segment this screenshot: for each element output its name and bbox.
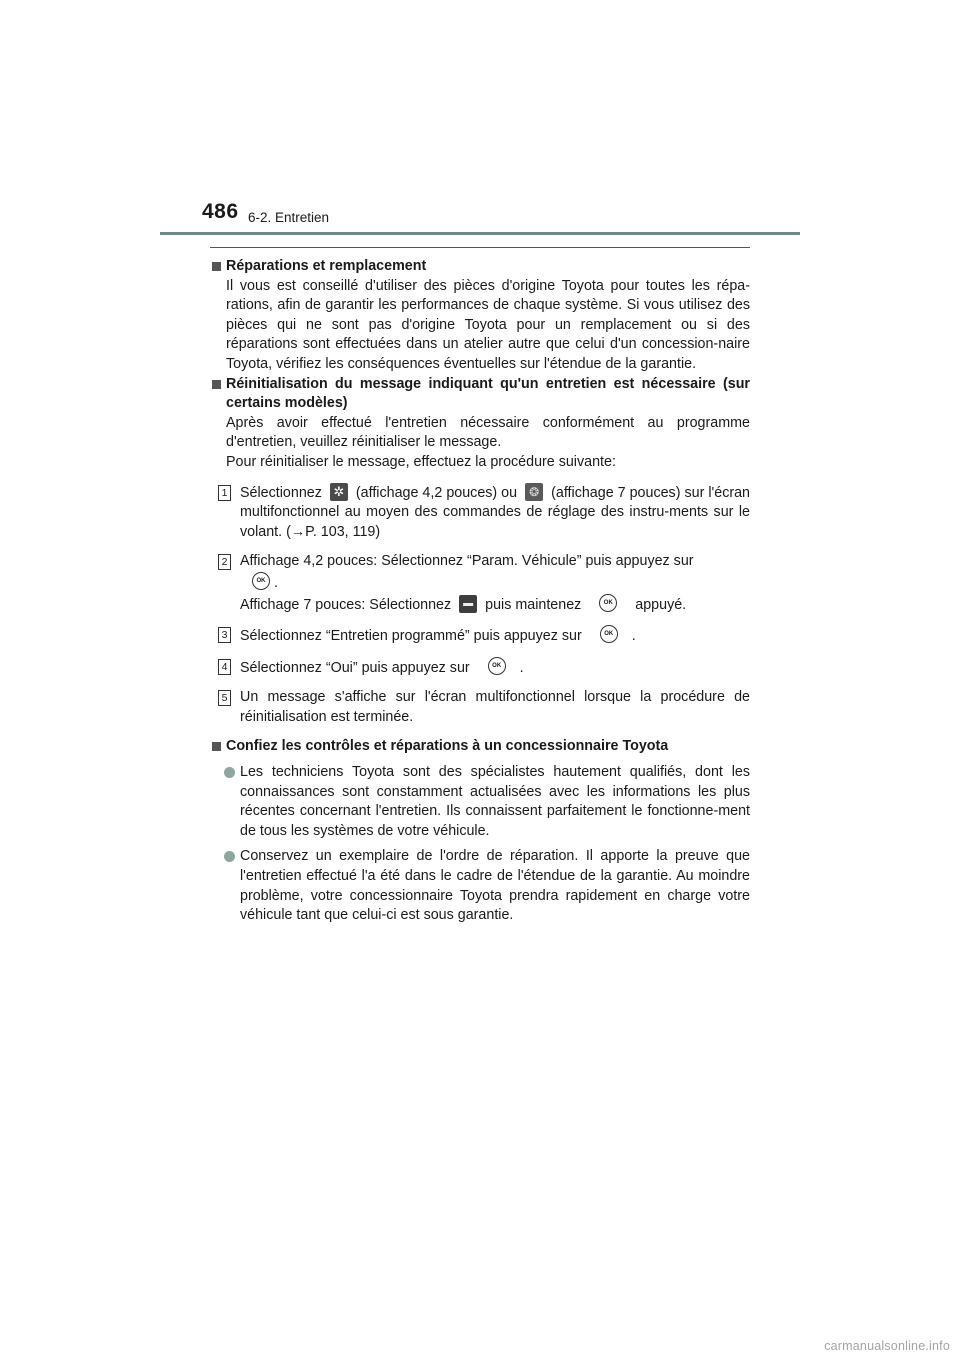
step-number: 3 bbox=[218, 627, 231, 643]
list-item bbox=[210, 847, 750, 925]
step-4 bbox=[210, 657, 750, 679]
square-bullet-icon bbox=[212, 380, 221, 389]
step-text: Sélectionnez bbox=[240, 484, 322, 501]
step-text: Affichage 4,2 pouces: Sélectionnez “Param. Véhicule” puis appuyez sur bbox=[240, 553, 694, 570]
square-bullet-icon bbox=[212, 262, 221, 271]
step-text: . bbox=[631, 628, 636, 645]
page-number: 486 bbox=[202, 200, 239, 223]
step-number: 2 bbox=[218, 554, 231, 570]
bullet-dot-icon bbox=[224, 851, 235, 862]
bullet-text: Les techniciens Toyota sont des spécialistes hautement qualifiés, dont les connaissances sont constamment actualisées avec les informations les plus récentes concernant l'entretien. Ils connaissent parfaitement le fonctionne-ment de tous les systèmes de votre véhicule. bbox=[240, 764, 750, 839]
step-text: appuyé. bbox=[635, 596, 687, 613]
car-icon bbox=[459, 595, 477, 613]
repairs-heading-text: Réparations et remplacement bbox=[226, 258, 427, 274]
step-3 bbox=[210, 625, 750, 647]
reset-heading-text: Réinitialisation du message indiquant qu'un entretien est nécessaire (sur certains modèles) bbox=[226, 375, 750, 412]
step-1 bbox=[210, 483, 750, 543]
watermark: carmanualsonline.info bbox=[824, 1339, 950, 1353]
section-title: 6-2. Entretien bbox=[248, 210, 330, 225]
header-divider bbox=[160, 232, 800, 235]
list-item bbox=[210, 763, 750, 841]
ok-button-icon bbox=[488, 657, 506, 675]
step-text: Affichage 7 pouces: Sélectionnez bbox=[240, 596, 452, 613]
step-text: (affichage 7 pouces) sur l'écran multifonctionnel au moyen des commandes de réglage des instru-ments sur le volant. (→P. 103, 119) bbox=[240, 484, 751, 540]
step-number: 5 bbox=[218, 690, 231, 706]
square-bullet-icon bbox=[212, 742, 221, 751]
reset-body-2: Pour réinitialiser le message, effectuez la procédure suivante: bbox=[226, 453, 616, 470]
step-number: 4 bbox=[218, 659, 231, 675]
ok-button-icon bbox=[252, 572, 270, 590]
reset-body-1: Après avoir effectué l'entretien nécessaire conformément au programme d'entretien, veuillez réinitialiser le message. bbox=[226, 414, 750, 451]
page-content bbox=[210, 257, 750, 926]
step-text: . bbox=[274, 574, 278, 591]
reset-heading bbox=[210, 375, 750, 414]
dealer-heading-text: Confiez les contrôles et réparations à un concessionnaire Toyota bbox=[226, 738, 669, 755]
step-text: (affichage 4,2 pouces) ou bbox=[355, 484, 518, 501]
gear-icon bbox=[330, 483, 348, 501]
bullet-dot-icon bbox=[224, 767, 235, 778]
gear-icon bbox=[525, 483, 543, 501]
ok-button-icon bbox=[600, 625, 618, 643]
reset-steps bbox=[210, 483, 750, 728]
step-text: Sélectionnez “Entretien programmé” puis appuyez sur bbox=[240, 628, 582, 645]
repairs-heading bbox=[210, 257, 750, 277]
bullet-text: Conservez un exemplaire de l'ordre de réparation. Il apporte la preuve que l'entretien effectué l'a été dans le cadre de l'étendue de la garantie. Au moindre problème, votre concessionnaire Toyota prendra rapidement en charge votre véhicule tant que celui-ci est sous garantie. bbox=[240, 848, 750, 924]
step-2 bbox=[210, 552, 750, 615]
repairs-body: Il vous est conseillé d'utiliser des pièces d'origine Toyota pour toutes les répa-rations, afin de garantir les performances de chaque système. Si vous utilisez des pièces qui ne sont pas d'origine Toyota pour un remplacement ou si des réparations sont effectuées dans un atelier autre que celui d'un concession-naire Toyota, vérifiez les conséquences éventuelles sur l'étendue de la garantie. bbox=[226, 277, 750, 372]
ok-button-icon bbox=[599, 594, 617, 612]
step-text: puis maintenez bbox=[485, 596, 582, 613]
dealer-heading bbox=[210, 737, 750, 757]
step-5 bbox=[210, 688, 750, 727]
step-text: . bbox=[519, 659, 524, 676]
step-number: 1 bbox=[218, 485, 231, 501]
step-text: Un message s'affiche sur l'écran multifonctionnel lorsque la procédure de réinitialisation est terminée. bbox=[240, 689, 750, 725]
content-divider bbox=[210, 247, 750, 248]
step-text: Sélectionnez “Oui” puis appuyez sur bbox=[240, 659, 470, 676]
